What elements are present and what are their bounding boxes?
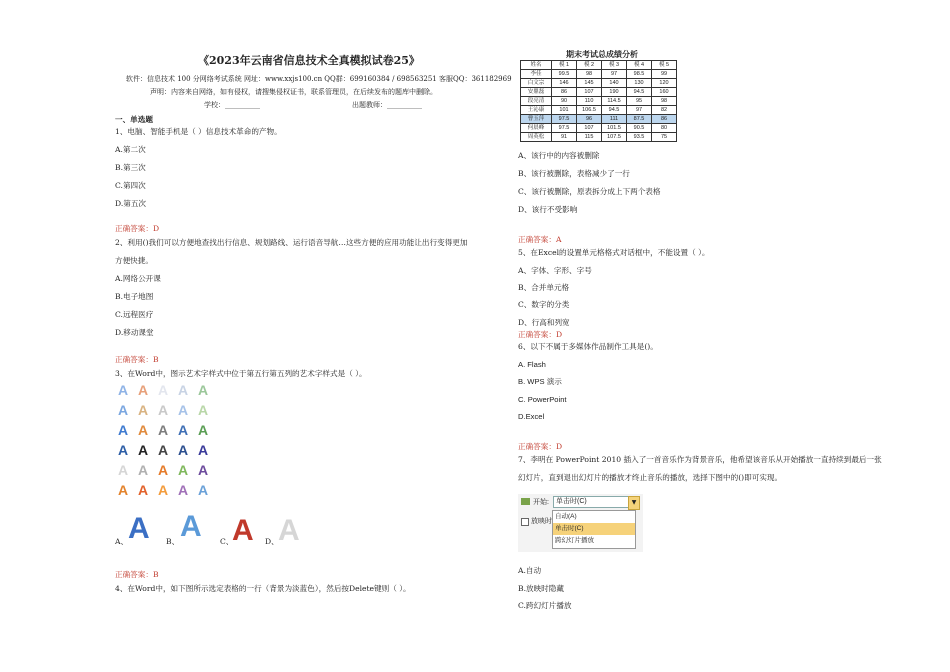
wordart-style-swatch: A: [157, 382, 169, 398]
score-table-cell: 94.5: [602, 106, 627, 115]
score-table-cell: 95: [627, 97, 652, 106]
wordart-style-swatch: A: [197, 462, 209, 478]
score-table-cell: 91: [552, 133, 577, 142]
q1-option-a[interactable]: A.第二次: [115, 145, 146, 154]
q7-option-a[interactable]: A.自动: [518, 566, 542, 575]
score-table-cell: 160: [652, 88, 677, 97]
score-table-cell: 130: [627, 79, 652, 88]
score-table-cell: 王沁康: [521, 106, 552, 115]
wordart-style-swatch: A: [137, 462, 149, 478]
section-heading: 一、单选题: [115, 115, 153, 124]
q7-option-c[interactable]: C.跨幻灯片播放: [518, 601, 572, 610]
q6-option-d[interactable]: D.Excel: [518, 412, 545, 421]
score-table-cell: 111: [602, 115, 627, 124]
score-table-row: [521, 115, 677, 124]
q1-stem: 1、电脑、智能手机是（ ）信息技术革命的产物。: [115, 127, 282, 136]
score-table-cell: 97.5: [552, 124, 577, 133]
q4-answer: 正确答案：A: [518, 235, 562, 244]
q6-option-b[interactable]: B. WPS 演示: [518, 377, 562, 386]
score-table-cell: 107.5: [602, 133, 627, 142]
score-table-cell: 90: [552, 97, 577, 106]
score-table-header: [521, 61, 677, 70]
teacher-label: 出题教师：__________: [352, 101, 422, 109]
q1-option-c[interactable]: C.第四次: [115, 181, 146, 190]
score-table-caption: 期末考试总成绩分析: [566, 50, 638, 59]
score-table-cell: 98: [652, 97, 677, 106]
score-table-cell: 145: [577, 79, 602, 88]
q2-stem-cont: 方便快捷。: [115, 256, 153, 265]
score-table-cell: 115: [577, 133, 602, 142]
score-table-cell: 93.5: [627, 133, 652, 142]
q5-option-a[interactable]: A、字体、字形、字号: [518, 266, 592, 275]
dropdown-item-across-slides[interactable]: 跨幻灯片播放: [555, 537, 594, 544]
score-table-cell: 安鼎磊: [521, 88, 552, 97]
wordart-style-swatch: A: [137, 422, 149, 438]
q2-option-a[interactable]: A.网络公开课: [115, 274, 161, 283]
q4-stem: 4、在Word中，如下图所示选定表格的一行（背景为淡蓝色），然后按Delete键则（ ）。: [115, 584, 411, 593]
score-table-row: [521, 133, 677, 142]
q7-stem-cont: 幻灯片，直到退出幻灯片的播放才终止音乐的播放，选择下图中的()即可实现。: [518, 473, 783, 482]
score-table-cell: 106.5: [577, 106, 602, 115]
score-table-cell: 周英松: [521, 133, 552, 142]
play-icon: [521, 498, 530, 505]
start-label: 开始:: [533, 499, 549, 506]
school-label: 学校：__________: [204, 101, 260, 109]
q4-option-b[interactable]: B、该行被删除，表格减少了一行: [518, 169, 630, 178]
q2-option-d[interactable]: D.移动课堂: [115, 328, 154, 337]
start-select[interactable]: 单击时(C): [553, 496, 632, 508]
q3-label-d: D、: [265, 537, 279, 546]
ppt-audio-options-figure: [518, 494, 643, 552]
score-table-cell: 97: [602, 70, 627, 79]
score-table-cell: 80: [652, 124, 677, 133]
score-table-cell: 190: [602, 88, 627, 97]
dropdown-item-on-click[interactable]: 单击时(C): [553, 523, 635, 535]
q3-option-c-wordart[interactable]: A: [232, 514, 254, 547]
q7-option-b[interactable]: B.放映时隐藏: [518, 584, 564, 593]
score-table-figure: [520, 60, 677, 142]
wordart-style-swatch: A: [177, 422, 189, 438]
wordart-style-swatch: A: [157, 482, 169, 498]
q6-answer: 正确答案：D: [518, 442, 563, 451]
wordart-style-swatch: A: [197, 482, 209, 498]
score-table-cell: 李佳: [521, 70, 552, 79]
score-table-cell: 97.5: [552, 115, 577, 124]
q3-answer: 正确答案：B: [115, 570, 159, 579]
score-table-cell: 白文宗: [521, 79, 552, 88]
score-table-row: [521, 70, 677, 79]
score-table-cell: 86: [552, 88, 577, 97]
score-table: [520, 60, 677, 142]
wordart-style-swatch: A: [117, 422, 129, 438]
score-table-cell: 98: [577, 70, 602, 79]
q1-option-b[interactable]: B.第三次: [115, 163, 146, 172]
wordart-style-swatch: A: [157, 402, 169, 418]
q6-option-a[interactable]: A. Flash: [518, 360, 546, 369]
hide-checkbox[interactable]: [521, 518, 529, 526]
score-table-cell: 模 4: [627, 61, 652, 70]
wordart-style-swatch: A: [157, 462, 169, 478]
q7-stem: 7、李明在 PowerPoint 2010 插入了一首音乐作为背景音乐，他希望该音乐从开始播放一直持续到最后一张: [518, 455, 882, 464]
score-table-cell: 86: [652, 115, 677, 124]
wordart-style-swatch: A: [197, 402, 209, 418]
q5-stem: 5、在Excel的设置单元格格式对话框中，不能设置（ ）。: [518, 248, 710, 257]
q5-answer: 正确答案：D: [518, 330, 563, 339]
q3-label-c: C、: [220, 537, 234, 546]
q5-option-c[interactable]: C、数字的分类: [518, 300, 570, 309]
notice-line: 声明：内容来自网络，如有侵权，请搜集侵权证书，联系管理员，在后续发布的题库中删除。: [150, 88, 437, 96]
q3-stem: 3、在Word中，图示艺术字样式中位于第五行第五列的艺术字样式是（ ）。: [115, 369, 367, 378]
wordart-style-swatch: A: [117, 462, 129, 478]
q2-answer: 正确答案：B: [115, 355, 159, 364]
q3-option-a-wordart[interactable]: A: [128, 512, 150, 545]
q2-stem: 2、利用()我们可以方便地查找出行信息、规划路线、运行语音导航…这些方便的应用功能让出行变得更加: [115, 238, 468, 247]
wordart-style-swatch: A: [137, 482, 149, 498]
q3-label-b: B、: [166, 537, 180, 546]
wordart-style-swatch: A: [177, 402, 189, 418]
score-table-cell: 75: [652, 133, 677, 142]
score-table-cell: 98.5: [627, 70, 652, 79]
score-table-cell: 87.5: [627, 115, 652, 124]
q3-option-d-wordart[interactable]: A: [278, 514, 300, 547]
wordart-style-swatch: A: [137, 442, 149, 458]
score-table-cell: 110: [577, 97, 602, 106]
score-table-cell: 120: [652, 79, 677, 88]
wordart-style-swatch: A: [137, 402, 149, 418]
wordart-style-swatch: A: [177, 462, 189, 478]
hide-label: 放映时: [531, 518, 552, 525]
wordart-style-swatch: A: [137, 382, 149, 398]
wordart-style-swatch: A: [197, 442, 209, 458]
wordart-style-swatch: A: [117, 402, 129, 418]
score-table-cell: 94.5: [627, 88, 652, 97]
score-table-row: [521, 124, 677, 133]
score-table-cell: 101.5: [602, 124, 627, 133]
wordart-style-swatch: A: [157, 422, 169, 438]
wordart-style-swatch: A: [197, 422, 209, 438]
start-dropdown-list: [552, 510, 636, 549]
q4-option-c[interactable]: C、该行被删除，原表拆分成上下两个表格: [518, 187, 661, 196]
score-table-cell: 何晨峰: [521, 124, 552, 133]
wordart-style-swatch: A: [177, 442, 189, 458]
score-table-row: [521, 79, 677, 88]
score-table-cell: 107: [577, 124, 602, 133]
score-table-cell: 90.5: [627, 124, 652, 133]
wordart-style-swatch: A: [117, 482, 129, 498]
score-table-cell: 99: [652, 70, 677, 79]
score-table-cell: 模 1: [552, 61, 577, 70]
score-table-cell: 姓名: [521, 61, 552, 70]
wordart-style-swatch: A: [197, 382, 209, 398]
score-table-cell: 82: [652, 106, 677, 115]
q5-option-b[interactable]: B、合并单元格: [518, 283, 570, 292]
score-table-row: [521, 88, 677, 97]
score-table-cell: 97: [627, 106, 652, 115]
score-table-cell: 146: [552, 79, 577, 88]
q5-option-d[interactable]: D、行高和列宽: [518, 318, 570, 327]
wordart-style-swatch: A: [117, 382, 129, 398]
software-line: 软件：信息技术 100 分网络考试系统 网址：www.xxjs100.cn QQ群：699160384 / 698563251 客服QQ：361182969: [126, 75, 512, 83]
score-table-row: [521, 106, 677, 115]
score-table-cell: 模 2: [577, 61, 602, 70]
q6-option-c[interactable]: C. PowerPoint: [518, 395, 567, 404]
q6-stem: 6、以下不属于多媒体作品制作工具是()。: [518, 342, 658, 351]
score-table-row: [521, 97, 677, 106]
q2-option-b[interactable]: B.电子地图: [115, 292, 154, 301]
wordart-style-swatch: A: [157, 442, 169, 458]
score-table-cell: 曹玉萍: [521, 115, 552, 124]
q2-option-c[interactable]: C.远程医疗: [115, 310, 154, 319]
q4-option-a[interactable]: A、该行中的内容被删除: [518, 151, 600, 160]
chevron-down-icon[interactable]: ▼: [628, 496, 640, 510]
score-table-cell: 99.5: [552, 70, 577, 79]
score-table-cell: 段亮清: [521, 97, 552, 106]
score-table-cell: 140: [602, 79, 627, 88]
score-table-cell: 114.5: [602, 97, 627, 106]
q3-label-a: A、: [115, 537, 129, 546]
score-table-cell: 107: [577, 88, 602, 97]
score-table-cell: 模 5: [652, 61, 677, 70]
wordart-style-swatch: A: [177, 382, 189, 398]
page-title: 《2023年云南省信息技术全真模拟试卷25》: [198, 54, 420, 67]
dropdown-item-auto[interactable]: 自动(A): [555, 513, 577, 520]
q1-answer: 正确答案：D: [115, 224, 160, 233]
q1-option-d[interactable]: D.第五次: [115, 199, 147, 208]
q4-option-d[interactable]: D、该行不受影响: [518, 205, 578, 214]
score-table-cell: 101: [552, 106, 577, 115]
score-table-cell: 96: [577, 115, 602, 124]
wordart-style-swatch: A: [117, 442, 129, 458]
wordart-style-swatch: A: [177, 482, 189, 498]
score-table-cell: 模 3: [602, 61, 627, 70]
q3-option-b-wordart[interactable]: A: [180, 510, 202, 543]
